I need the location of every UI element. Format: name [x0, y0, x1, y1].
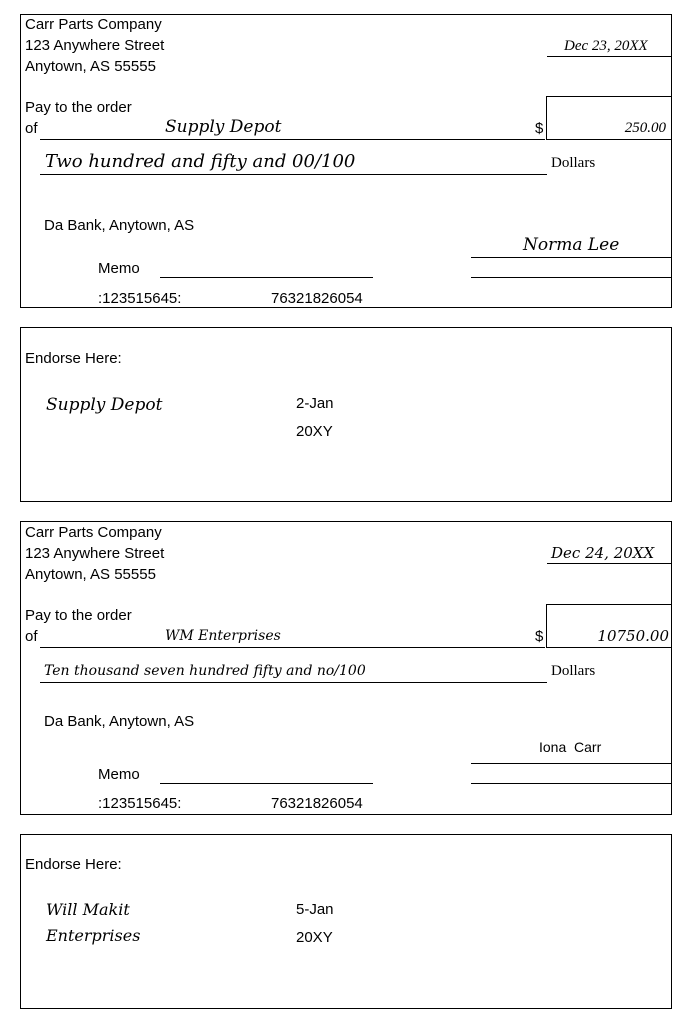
- endorsement-2-year: 20XY: [296, 929, 333, 946]
- check-1-pay-to-of: of: [25, 120, 38, 137]
- check-2-pay-to-of: of: [25, 628, 38, 645]
- check-1-amount-words: Two hundred and fifty and 00/100: [45, 151, 356, 172]
- endorsement-2-date: 5-Jan: [296, 901, 334, 918]
- check-2-dollar-sign: $: [535, 628, 544, 645]
- check-1-amount-words-line: [40, 174, 547, 175]
- check-1-date: Dec 23, 20XX: [564, 38, 648, 54]
- endorsement-1-signature: Supply Depot: [46, 395, 163, 415]
- check-2-dollars-label: Dollars: [551, 663, 596, 679]
- check-1-payee-line: [40, 139, 545, 140]
- check-2-payee: WM Enterprises: [165, 628, 281, 644]
- endorsement-2-label: Endorse Here:: [25, 856, 122, 873]
- check-2-memo-label: Memo: [98, 766, 140, 783]
- check-2-memo-line: [160, 783, 373, 784]
- check-2-city: Anytown, AS 55555: [25, 566, 156, 583]
- check-1-signature-line-2: [471, 277, 672, 278]
- endorsement-1-label: Endorse Here:: [25, 350, 122, 367]
- check-2-signature-line-2: [471, 783, 672, 784]
- check-1-pay-to-label: Pay to the order: [25, 99, 132, 116]
- check-1-routing-number: :123515645:: [98, 290, 182, 307]
- endorsement-1-year: 20XY: [296, 423, 333, 440]
- check-1-dollar-sign: $: [535, 120, 544, 137]
- check-1-amount-box-bottom: [546, 139, 672, 140]
- check-1-payee: Supply Depot: [165, 117, 282, 137]
- check-2-amount-words: Ten thousand seven hundred fifty and no/100: [44, 663, 366, 679]
- check-2-account-number: 76321826054: [271, 795, 363, 812]
- check-2-pay-to-label: Pay to the order: [25, 607, 132, 624]
- check-1-memo-label: Memo: [98, 260, 140, 277]
- check-2-bank: Da Bank, Anytown, AS: [44, 713, 195, 730]
- check-2-street: 123 Anywhere Street: [25, 545, 165, 562]
- check-1-amount-box-top: [546, 96, 672, 97]
- check-2-amount-box-left: [546, 604, 547, 647]
- endorsement-2-signature-line-2: Enterprises: [46, 926, 141, 945]
- check-1-company: Carr Parts Company: [25, 16, 162, 33]
- check-1-city: Anytown, AS 55555: [25, 58, 156, 75]
- check-1-account-number: 76321826054: [271, 290, 363, 307]
- check-2-amount-box-bottom: [546, 647, 672, 648]
- check-2-signature-line-1: [471, 763, 672, 764]
- check-1-date-line: [547, 56, 672, 57]
- check-2-date: Dec 24, 20XX: [551, 544, 655, 562]
- check-1-dollars-label: Dollars: [551, 155, 596, 171]
- check-1-signature: Norma Lee: [523, 235, 620, 255]
- check-2-date-line: [547, 563, 672, 564]
- endorsement-2-signature-line-1: Will Makit: [46, 900, 130, 919]
- endorsement-1-date: 2-Jan: [296, 395, 334, 412]
- check-1-amount-box-left: [546, 96, 547, 139]
- check-2-routing-number: :123515645:: [98, 795, 182, 812]
- check-1-signature-line-1: [471, 257, 672, 258]
- check-1-memo-line: [160, 277, 373, 278]
- check-2-payee-line: [40, 647, 545, 648]
- check-1-amount: 250.00: [624, 120, 666, 136]
- check-2-company: Carr Parts Company: [25, 524, 162, 541]
- check-1-street: 123 Anywhere Street: [25, 37, 165, 54]
- check-2-signature: Iona Carr: [539, 739, 602, 755]
- check-1-bank: Da Bank, Anytown, AS: [44, 217, 195, 234]
- check-2-amount-box-top: [546, 604, 672, 605]
- check-2-amount: 10750.00: [597, 627, 669, 645]
- check-2-amount-words-line: [40, 682, 547, 683]
